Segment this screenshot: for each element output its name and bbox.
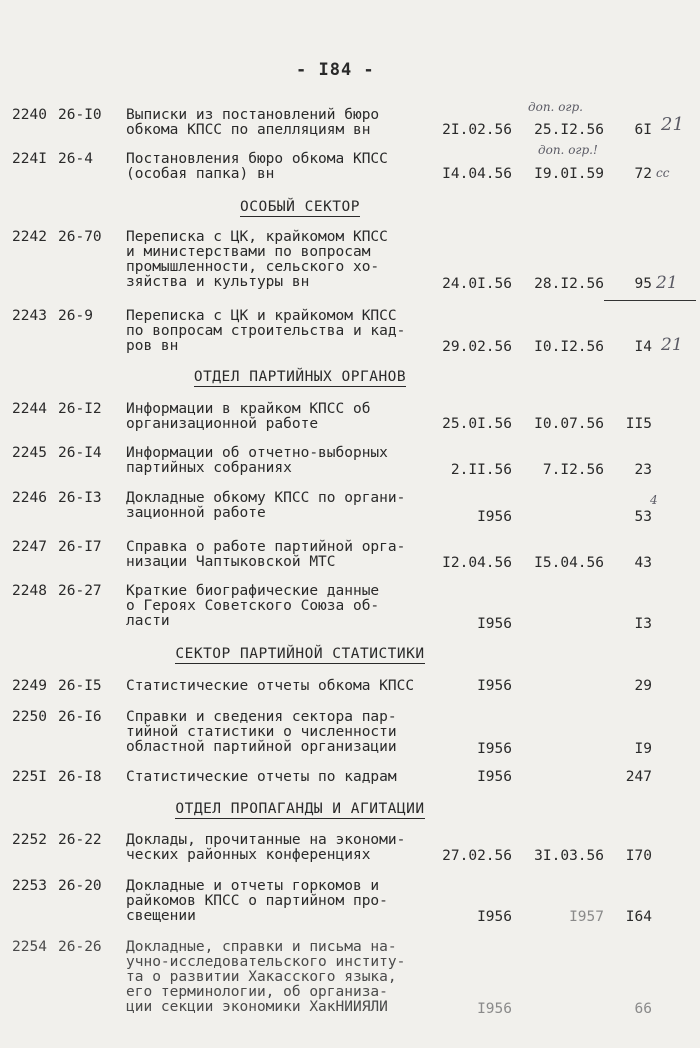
date-from: 24.0I.56: [442, 276, 512, 292]
record-row: [0, 491, 700, 525]
handwritten-note: доп. огр.: [528, 100, 583, 114]
sheet-count: 29: [634, 678, 652, 694]
record-code: 26-20: [58, 878, 102, 894]
record-number: 2249: [12, 678, 47, 694]
record-code: 26-I2: [58, 401, 102, 417]
record-title: Доклады, прочитанные на экономи- ческих районных конференциях: [126, 832, 406, 863]
record-title: Справка о работе партийной орга- низации Чаптыковской МТС: [126, 539, 406, 570]
record-row: [0, 770, 700, 785]
record-code: 26-I0: [58, 107, 102, 123]
sheet-count: 66: [634, 1001, 652, 1017]
sheet-count: 95: [634, 276, 652, 292]
date-from: I956: [477, 769, 512, 785]
date-to: 25.I2.56: [534, 122, 604, 138]
record-row: [0, 879, 700, 925]
sheet-count: I70: [625, 848, 652, 864]
record-title: Выписки из постановлений бюро обкома КПСС по апелляциям вн: [126, 107, 380, 138]
record-title: Статистические отчеты по кадрам: [126, 769, 397, 785]
record-row: [0, 833, 700, 864]
record-code: 26-4: [58, 151, 93, 167]
record-title: Статистические отчеты обкома КПСС: [126, 678, 415, 694]
record-code: 26-22: [58, 832, 102, 848]
sheet-count: 72: [634, 166, 652, 182]
record-code: 26-9: [58, 308, 93, 324]
date-from: I956: [477, 909, 512, 925]
record-title: Докладные и отчеты горкомов и райкомов КПСС о партийном про- свещении: [126, 878, 388, 924]
record-title: Справки и сведения сектора пар- тийной статистики о численности областной партийной организации: [126, 709, 397, 755]
date-from: 27.02.56: [442, 848, 512, 864]
handwritten-note: 21: [656, 273, 678, 293]
record-row: [0, 540, 700, 571]
date-to: 28.I2.56: [534, 276, 604, 292]
record-row: [0, 710, 700, 757]
sheet-count: I9: [634, 741, 652, 757]
sheet-count: 247: [625, 769, 652, 785]
record-number: 2250: [12, 709, 47, 725]
record-number: 2248: [12, 583, 47, 599]
record-number: 2243: [12, 308, 47, 324]
record-number: 2252: [12, 832, 47, 848]
record-number: 2245: [12, 445, 47, 461]
date-to: I0.07.56: [534, 416, 604, 432]
date-to: I5.04.56: [534, 555, 604, 571]
sheet-count: I3: [634, 616, 652, 632]
record-row: [0, 309, 700, 355]
record-title: Информации об отчетно-выборных партийных собраниях: [126, 445, 388, 476]
date-from: 25.0I.56: [442, 416, 512, 432]
record-number: 2240: [12, 107, 47, 123]
record-code: 26-27: [58, 583, 102, 599]
sheet-count: 43: [634, 555, 652, 571]
date-from: I956: [477, 616, 512, 632]
record-code: 26-I8: [58, 769, 102, 785]
sheet-count: I64: [625, 909, 652, 925]
record-row: [0, 446, 700, 478]
record-code: 26-I5: [58, 678, 102, 694]
record-row: [0, 230, 700, 292]
sheet-count: II5: [625, 416, 652, 432]
record-title: Докладные обкому КПСС по органи- зационной работе: [126, 490, 406, 521]
handwritten-note: 21: [661, 335, 683, 355]
date-from: 2I.02.56: [442, 122, 512, 138]
record-number: 2253: [12, 878, 47, 894]
record-row: [0, 584, 700, 632]
date-from: I956: [477, 1001, 512, 1017]
date-from: I956: [477, 509, 512, 525]
date-to: 7.I2.56: [542, 462, 604, 478]
record-number: 2254: [12, 939, 47, 955]
record-number: 225I: [12, 769, 47, 785]
sheet-count: 23: [634, 462, 652, 478]
handwritten-note: доп. огр.!: [538, 143, 598, 157]
record-code: 26-I6: [58, 709, 102, 725]
handwritten-note: 4: [650, 493, 658, 507]
sheet-count: 6I: [634, 122, 652, 138]
record-code: 26-I4: [58, 445, 102, 461]
record-title: Краткие биографические данные о Героях Советского Союза об- ласти: [126, 583, 380, 629]
date-to: I957: [569, 909, 604, 925]
handwritten-note: сс: [656, 166, 670, 180]
record-number: 2244: [12, 401, 47, 417]
record-row: [0, 108, 700, 138]
date-from: I2.04.56: [442, 555, 512, 571]
record-number: 2242: [12, 229, 47, 245]
section-heading: ОСОБЫЙ СЕКТОР: [240, 199, 360, 215]
record-title: Докладные, справки и письма на- учно-исследовательского институ- та о развитии Хакасского языка, его терминологии, об организа- ции секции экономики ХакНИИЯЛИ: [126, 939, 406, 1015]
page-number: - I84 -: [296, 60, 375, 80]
record-number: 2247: [12, 539, 47, 555]
date-to: I9.0I.59: [534, 166, 604, 182]
record-row: [0, 402, 700, 432]
record-row: [0, 940, 700, 1017]
record-code: 26-26: [58, 939, 102, 955]
date-from: I956: [477, 678, 512, 694]
sheet-count: I4: [634, 339, 652, 355]
section-heading: СЕКТОР ПАРТИЙНОЙ СТАТИСТИКИ: [175, 646, 425, 662]
divider-line: [604, 300, 696, 301]
record-number: 2246: [12, 490, 47, 506]
date-from: 29.02.56: [442, 339, 512, 355]
record-title: Постановления бюро обкома КПСС (особая папка) вн: [126, 151, 388, 182]
sheet-count: 53: [634, 509, 652, 525]
record-code: 26-I7: [58, 539, 102, 555]
date-to: I0.I2.56: [534, 339, 604, 355]
record-row: [0, 679, 700, 694]
date-to: 3I.03.56: [534, 848, 604, 864]
date-from: I956: [477, 741, 512, 757]
record-code: 26-70: [58, 229, 102, 245]
handwritten-note: 21: [661, 114, 684, 135]
date-from: 2.II.56: [450, 462, 512, 478]
record-title: Переписка с ЦК, крайкомом КПСС и министерствами по вопросам промышленности, сельского хо- зяйства и культуры вн: [126, 229, 388, 290]
date-from: I4.04.56: [442, 166, 512, 182]
section-heading: ОТДЕЛ ПРОПАГАНДЫ И АГИТАЦИИ: [175, 801, 425, 817]
record-title: Информации в крайком КПСС об организационной работе: [126, 401, 371, 432]
section-heading: ОТДЕЛ ПАРТИЙНЫХ ОРГАНОВ: [193, 369, 407, 385]
record-title: Переписка с ЦК и крайкомом КПСС по вопросам строительства и кад- ров вн: [126, 308, 406, 354]
record-code: 26-I3: [58, 490, 102, 506]
record-number: 224I: [12, 151, 47, 167]
